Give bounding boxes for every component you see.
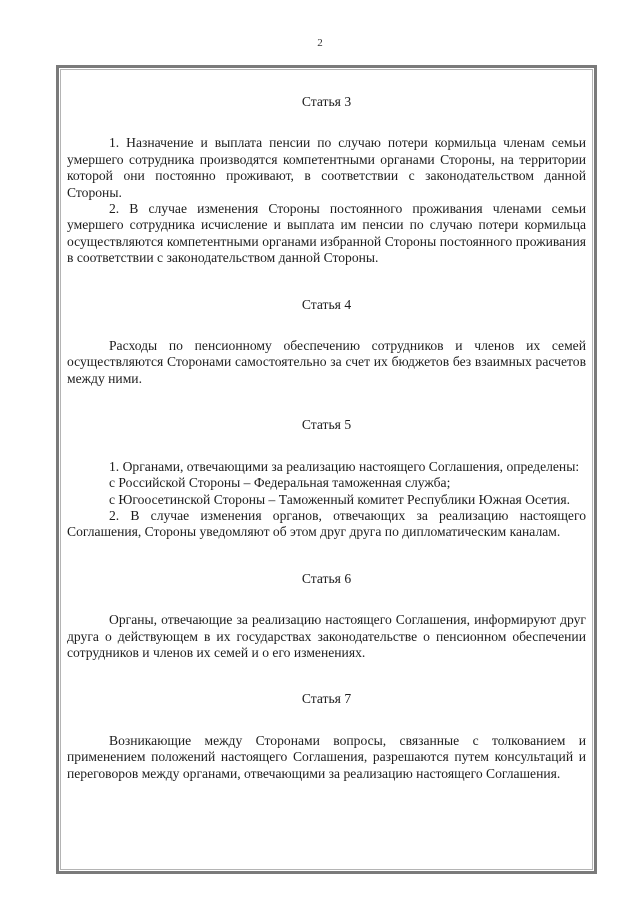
article-3	[67, 94, 586, 267]
article-paragraph: 2. В случае изменения Стороны постоянного проживания членами семьи умершего сотрудника исчисление и выплата им пенсии по случаю потери кормильца осуществляются компетентными органами избранной Стороны постоянного проживания в соответствии с законодательством данной Стороны.	[67, 201, 586, 266]
document-body	[67, 94, 586, 812]
article-heading: Статья 7	[301, 691, 352, 707]
article-heading: Статья 6	[301, 570, 352, 586]
article-6	[67, 571, 586, 662]
article-5	[67, 417, 586, 540]
article-7	[67, 691, 586, 782]
article-paragraph: 1. Органами, отвечающими за реализацию настоящего Соглашения, определены:	[109, 458, 580, 474]
article-heading: Статья 5	[301, 417, 352, 433]
article-paragraph: с Российской Стороны – Федеральная таможенная служба;	[109, 475, 451, 491]
article-4	[67, 297, 586, 388]
article-paragraph: 1. Назначение и выплата пенсии по случаю потери кормильца членам семьи умершего сотрудника производятся компетентными органами Стороны, на территории которой они постоянно проживают, в соответствии с законодательством данной Стороны.	[67, 135, 586, 200]
document-frame	[56, 65, 597, 874]
article-paragraph: 2. В случае изменения органов, отвечающих за реализацию настоящего Соглашения, Стороны уведомляют об этом друг друга по дипломатическим каналам.	[67, 507, 586, 540]
page-number: 2	[317, 37, 323, 49]
article-paragraph: Возникающие между Сторонами вопросы, связанные с толкованием и применением положений настоящего Соглашения, разрешаются путем консультаций и переговоров между органами, отвечающими за реализацию настоящего Соглашения.	[67, 732, 586, 781]
article-paragraph: Расходы по пенсионному обеспечению сотрудников и членов их семей осуществляются Сторонами самостоятельно за счет их бюджетов без взаимных расчетов между ними.	[67, 338, 586, 386]
article-heading: Статья 4	[301, 296, 352, 312]
article-paragraph: Органы, отвечающие за реализацию настоящего Соглашения, информируют друг друга о действующем в их государствах законодательстве о пенсионном обеспечении сотрудников и членов их семей и о его изменениях.	[67, 612, 586, 660]
article-heading: Статья 3	[301, 94, 352, 109]
article-paragraph: с Югоосетинской Стороны – Таможенный комитет Республики Южная Осетия.	[109, 491, 571, 507]
